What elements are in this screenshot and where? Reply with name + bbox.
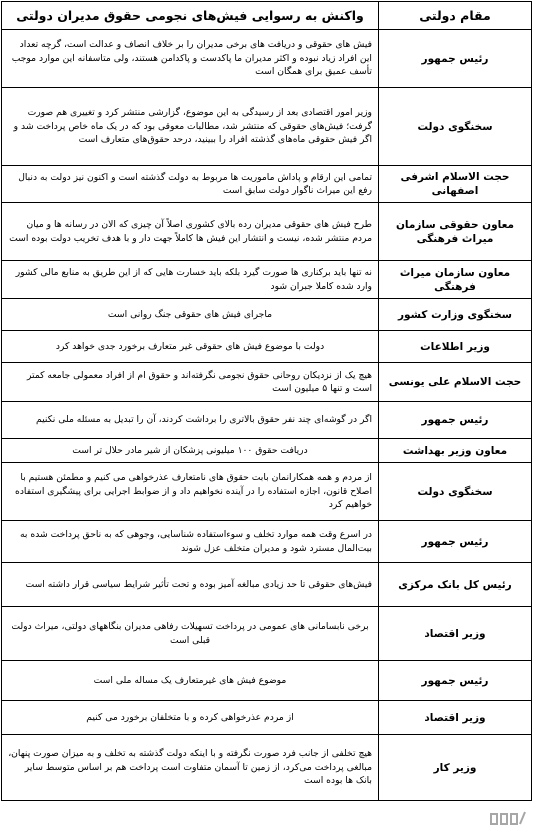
statement-cell: دریافت حقوق ۱۰۰ میلیونی پزشکان از شیر مادر حلال تر است — [2, 439, 379, 463]
role-cell: وزیر کار — [379, 735, 532, 801]
role-cell: رئیس جمهور — [379, 402, 532, 439]
statement-cell: نه تنها باید برکناری ها صورت گیرد بلکه باید خسارت هایی که از این طریق به منابع مالی کشور وارد شده کاملا جبران شود — [2, 261, 379, 299]
statement-cell: ماجرای فیش های حقوقی جنگ روانی است — [2, 299, 379, 331]
table-row — [2, 88, 532, 166]
header-text-cell: واکنش به رسوایی فیش‌های نجومی حقوق مدیران دولتی — [2, 2, 379, 30]
role-cell: معاون سازمان میراث فرهنگی — [379, 261, 532, 299]
role-cell: رئیس جمهور — [379, 521, 532, 563]
statement-cell: وزیر امور اقتصادی بعد از رسیدگی به این موضوع، گزارشی منتشر کرد و تغییری هم صورت گرفت؛ فیش‌های حقوقی که منتشر شد، مطالبات معوقی بود که در یک ماه خاص پرداخت شد و اگر فیش حقوقی ماه‌های گذشته افراد را ببینید، درحد حقوق‌های متعارف است — [2, 88, 379, 166]
table-row — [2, 30, 532, 88]
statement-cell: از مردم و همه همکارانمان بابت حقوق های نامتعارف عذرخواهی می کنیم و مطمئن هستیم با اصلاح قانون، اجازه استفاده را در آینده نخواهیم داد و از ضوابط اجرایی برای پیشگیری استفاده خواهیم کرد — [2, 463, 379, 521]
statement-cell: دولت با موضوع فیش های حقوقی غیر متعارف برخورد جدی خواهد کرد — [2, 331, 379, 363]
role-cell: سخنگوی دولت — [379, 88, 532, 166]
role-cell: معاون وزیر بهداشت — [379, 439, 532, 463]
statement-cell: برخی نابسامانی های عمومی در پرداخت تسهیلات رفاهی مدیران بنگاههای دولتی، میراث دولت قبلی است — [2, 607, 379, 661]
role-cell: حجت الاسلام علی یونسی — [379, 363, 532, 402]
table-row — [2, 563, 532, 607]
role-cell: سخنگوی وزارت کشور — [379, 299, 532, 331]
role-cell: وزیر اقتصاد — [379, 701, 532, 735]
statement-cell: طرح فیش های حقوقی مدیران رده بالای کشوری اصلاً آن چیزی که الان در رسانه ها و میان مردم منتشر شده، نیست و انتشار این فیش ها کاملاً جهت دار و با هدف تخریب دولت بوده است — [2, 203, 379, 261]
statement-cell: اگر در گوشه‌ای چند نفر حقوق بالاتری را برداشت کردند، آن را تبدیل به مسئله ملی نکنیم — [2, 402, 379, 439]
table-row — [2, 299, 532, 331]
role-cell: معاون حقوقی سازمان میراث فرهنگی — [379, 203, 532, 261]
table-row — [2, 463, 532, 521]
table-row — [2, 661, 532, 701]
table-row — [2, 402, 532, 439]
role-cell: رئیس کل بانک مرکزی — [379, 563, 532, 607]
statement-cell: هیچ یک از نزدیکان روحانی حقوق نجومی نگرفته‌اند و حقوق ام از افراد معمولی جامعه کمتر است و تنها ۵ میلیون است — [2, 363, 379, 402]
statement-cell: در اسرع وقت همه موارد تخلف و سوءاستفاده شناسایی، وجوهی که به ناحق پرداخت شده به بیت‌المال مسترد شود و مدیران متخلف عزل شوند — [2, 521, 379, 563]
role-cell: رئیس جمهور — [379, 661, 532, 701]
table-row — [2, 439, 532, 463]
table-row — [2, 261, 532, 299]
role-cell: سخنگوی دولت — [379, 463, 532, 521]
table-row — [2, 607, 532, 661]
watermark-logo — [489, 810, 529, 829]
table-row — [2, 166, 532, 203]
role-cell: وزیر اقتصاد — [379, 607, 532, 661]
statement-cell: موضوع فیش های غیرمتعارف یک مساله ملی است — [2, 661, 379, 701]
role-cell: رئیس جمهور — [379, 30, 532, 88]
statement-cell: از مردم عذرخواهی کرده و با متخلفان برخورد می کنیم — [2, 701, 379, 735]
watermark-logo-icon — [489, 810, 529, 826]
statement-cell: فیش‌های حقوقی تا حد زیادی مبالغه آمیز بوده و تحت تأثیر شرایط سیاسی قرار داشته است — [2, 563, 379, 607]
table-container — [1, 1, 532, 801]
table-row — [2, 363, 532, 402]
reactions-table — [1, 1, 532, 801]
role-cell: وزیر اطلاعات — [379, 331, 532, 363]
statement-cell: هیچ تخلفی از جانب فرد صورت نگرفته و با اینکه دولت گذشته به تخلف و به میزان صورت پنهان، مبالغی پرداخت می‌کرد، از زمین تا آسمان متفاوت است پرداخت هم بر اساس متوسط سایر بانک ها بوده است — [2, 735, 379, 801]
statement-cell: فیش های حقوقی و دریافت های برخی مدیران را بر خلاف انصاف و عدالت است، گرچه تعداد این افراد زیاد نبوده و اکثر مدیران ما پاکدست و پاکدامن هستند، ولی متاسفانه این موارد موجب تأسف عمیق برای همگان است — [2, 30, 379, 88]
role-cell: حجت الاسلام اشرفی اصفهانی — [379, 166, 532, 203]
table-row — [2, 331, 532, 363]
table-row — [2, 203, 532, 261]
table-row — [2, 521, 532, 563]
table-header-row — [2, 2, 532, 30]
header-role-cell: مقام دولتی — [379, 2, 532, 30]
table-row — [2, 735, 532, 801]
table-row — [2, 701, 532, 735]
statement-cell: تمامی این ارقام و پاداش ماموریت ها مربوط به دولت گذشته است و اکنون نیز دولت به دنبال رفع این میراث ناگوار دولت سابق است — [2, 166, 379, 203]
